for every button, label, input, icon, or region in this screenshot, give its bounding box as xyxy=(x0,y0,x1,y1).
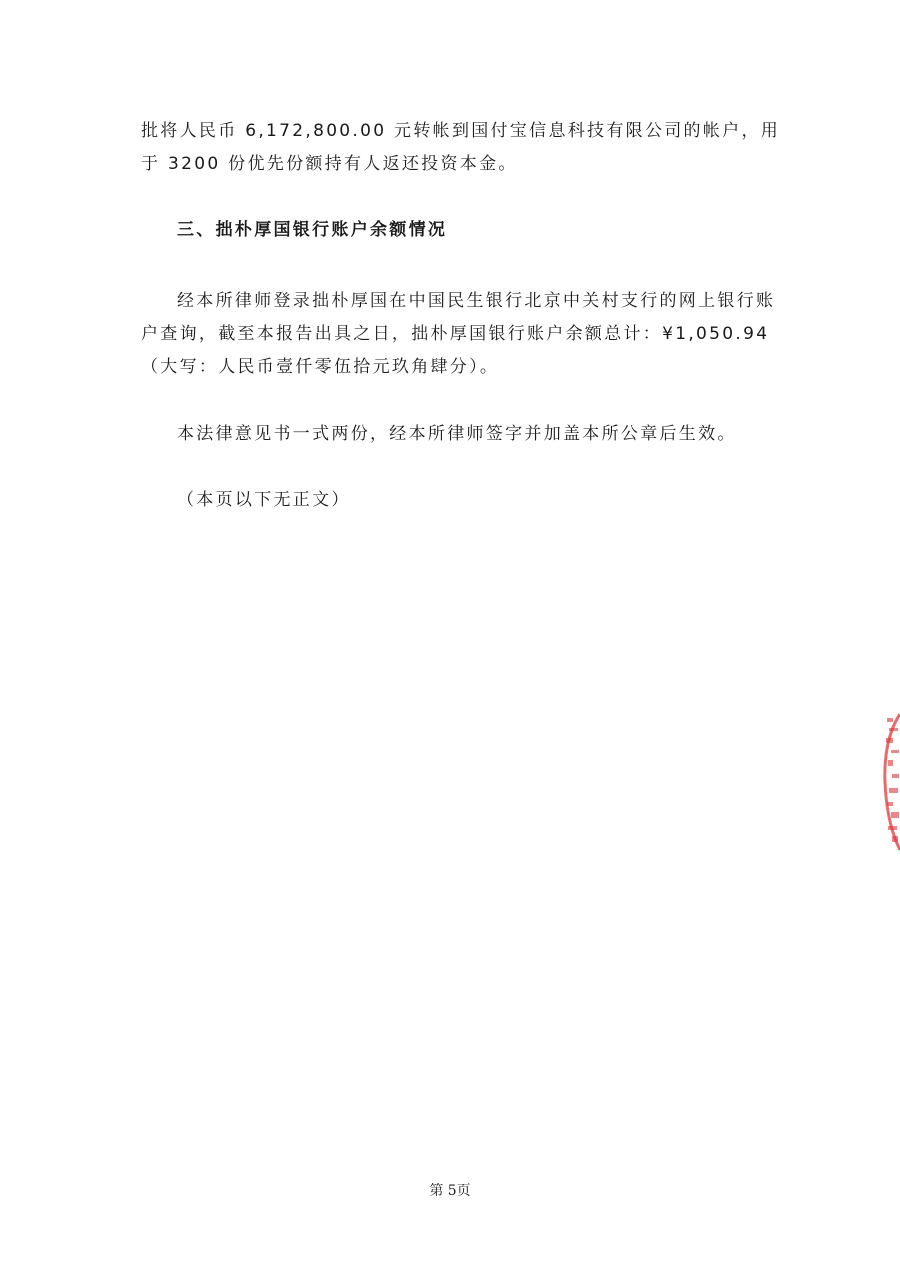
paragraph-copies-effect: 本法律意见书一式两份，经本所律师签字并加盖本所公章后生效。 xyxy=(177,424,737,444)
official-seal-stamp xyxy=(876,712,900,852)
section-heading-bank-balance: 三、拙朴厚国银行账户余额情况 xyxy=(177,220,448,240)
paragraph-bank-balance: 经本所律师登录拙朴厚国在中国民生银行北京中关村支行的网上银行账户查询，截至本报告出具之日，拙朴厚国银行账户余额总计：¥1,050.94（大写：人民币壹仟零伍拾元玖角肆分）。 xyxy=(141,291,776,377)
page-number: 第 5页 xyxy=(429,1183,471,1199)
no-more-text-note: （本页以下无正文） xyxy=(177,490,351,510)
paragraph-transfer-continuation: 批将人民币 6,172,800.00 元转帐到国付宝信息科技有限公司的帐户，用于 3200 份优先份额持有人返还投资本金。 xyxy=(141,121,781,174)
seal-stamp-icon xyxy=(876,712,900,852)
